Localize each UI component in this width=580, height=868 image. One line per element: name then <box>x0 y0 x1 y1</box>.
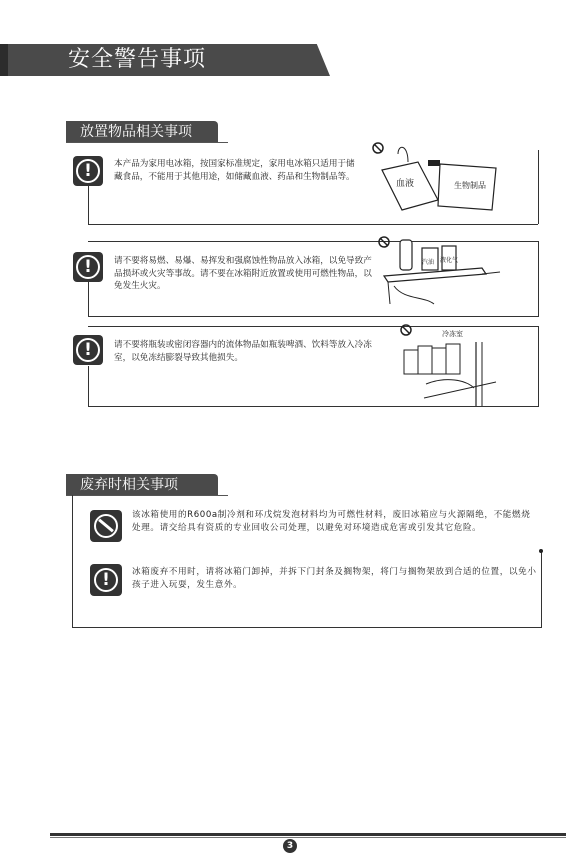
row-bracket <box>88 406 538 407</box>
section-underline <box>66 495 228 496</box>
exclamation-icon: ! <box>73 335 103 365</box>
warning-text-1: 本产品为家用电冰箱，按国家标准规定，家用电冰箱只适用于储藏食品，不能用于其他用途，如储藏血液、药品和生物制品等。 <box>114 159 355 182</box>
illustration-label: 汽油 <box>422 259 435 266</box>
illustration-freezer-bottles <box>396 322 506 406</box>
exclamation-icon: ! <box>73 156 103 186</box>
row-bracket <box>88 281 89 317</box>
disposal-text-2: 冰箱废弃不用时，请将冰箱门卸掉，并拆下门封条及搁物架，将门与搁物架放到合适的位置，以免小孩子进入玩耍，发生意外。 <box>132 567 537 590</box>
section-frame <box>72 495 73 628</box>
section-underline <box>66 142 228 143</box>
section-frame <box>541 552 542 628</box>
illustration-flammables <box>374 234 504 314</box>
illustration-label: 液化气 <box>440 257 459 264</box>
row-bracket <box>538 150 539 224</box>
exclamation-icon: ! <box>90 564 122 596</box>
frame-dot <box>539 549 543 553</box>
footer-rule <box>50 833 566 836</box>
page-number: 3 <box>283 839 297 853</box>
illustration-label: 生物制品 <box>454 181 486 190</box>
illustration-blood-bags <box>368 140 498 220</box>
illustration-label: 冷冻室 <box>442 330 463 338</box>
row-bracket <box>88 366 89 407</box>
row-bracket <box>538 241 539 317</box>
row-bracket <box>538 326 539 407</box>
illustration-label: 血液 <box>396 179 415 189</box>
exclamation-icon: ! <box>73 252 103 282</box>
prohibited-icon <box>90 510 122 542</box>
page-title: 安全警告事项 <box>68 47 207 72</box>
warning-text-2: 请不要将易燃、易爆、易挥发和强腐蚀性物品放入冰箱，以免导致产品损坏或火灾等事故。请不要在冰箱附近放置或使用可燃性物品，以免发生火灾。 <box>114 256 372 291</box>
disposal-text-1: 该冰箱使用的R600a制冷剂和环戊烷发泡材料均为可燃性材料，废旧冰箱应与火源隔绝，不能燃烧处理。请交给具有资质的专业回收公司处理，以避免对环境造成危害或引发其它危险。 <box>132 510 531 533</box>
section-header-disposal: 废弃时相关事项 <box>66 474 218 496</box>
section-frame <box>72 627 542 628</box>
footer-rule-thin <box>50 837 566 838</box>
warning-text-3: 请不要将瓶装或密闭容器内的流体物品如瓶装啤酒、饮料等放入冷冻室，以免冻结膨裂导致其他损失。 <box>114 340 372 363</box>
row-bracket <box>88 186 89 224</box>
row-bracket <box>88 316 538 317</box>
section-header-placement: 放置物品相关事项 <box>66 121 218 143</box>
